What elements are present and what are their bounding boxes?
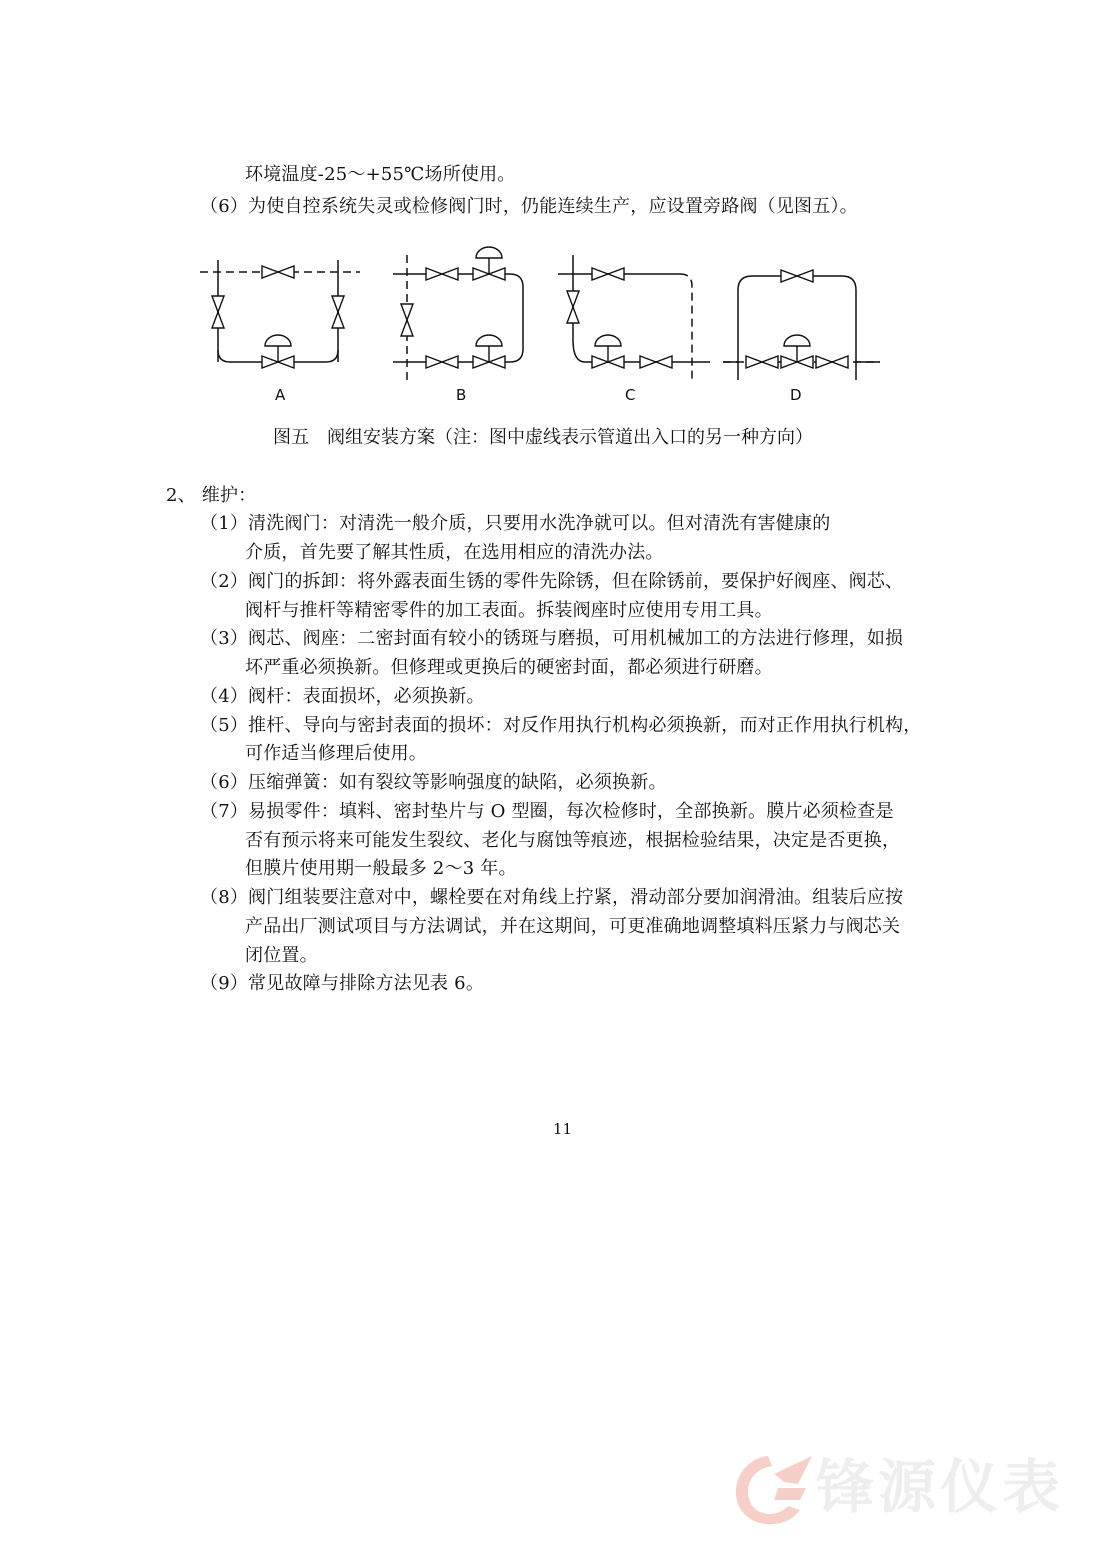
valve-diagram-svg (190, 240, 890, 385)
maint-line: （4）阀杆：表面损坏，必须换新。 (200, 686, 485, 707)
intro-line-2: （6）为使自控系统失灵或检修阀门时，仍能连续生产，应设置旁路阀（见图五）。 (200, 196, 858, 217)
figure-caption: 图五 阀组安装方案（注：图中虚线表示管道出入口的另一种方向） (273, 427, 813, 448)
maint-line: （6）压缩弹簧：如有裂纹等影响强度的缺陷，必须换新。 (200, 772, 667, 793)
diagram-label-b: B (456, 386, 467, 404)
maint-line: （3）阀芯、阀座：二密封面有较小的锈斑与磨损，可用机械加工的方法进行修理，如损 (200, 628, 904, 649)
maint-line: 产品出厂测试项目与方法调试，并在这期间，可更准确地调整填料压紧力与阀芯关 (245, 916, 901, 937)
maint-line: （1）清洗阀门：对清洗一般介质，只要用水洗净就可以。但对清洗有害健康的 (200, 513, 831, 534)
valve-diagram (190, 240, 890, 385)
maint-line: （2）阀门的拆卸：将外露表面生锈的零件先除锈，但在除锈前，要保护好阀座、阀芯、 (200, 571, 904, 592)
maint-line: 介质，首先要了解其性质，在选用相应的清洗办法。 (245, 542, 664, 563)
maint-line: 闭位置。 (245, 945, 318, 966)
maint-line: （7）易损零件：填料、密封垫片与 O 型圈，每次检修时，全部换新。膜片必须检查是 (200, 801, 894, 822)
maint-line: 坏严重必须换新。但修理或更换后的硬密封面，都必须进行研磨。 (245, 657, 773, 678)
watermark-logo-icon (728, 1448, 818, 1530)
diagram-label-c: C (625, 386, 636, 404)
maint-line: 但膜片使用期一般最多 2～3 年。 (245, 858, 517, 879)
maint-line: （8）阀门组装要注意对中，螺栓要在对角线上拧紧，滑动部分要加润滑油。组装后应按 (200, 887, 904, 908)
maint-line: 可作适当修理后使用。 (245, 743, 427, 764)
maint-line: 否有预示将来可能发生裂纹、老化与腐蚀等痕迹，根据检验结果，决定是否更换， (245, 830, 901, 851)
maint-line: 阀杆与推杆等精密零件的加工表面。拆装阀座时应使用专用工具。 (245, 600, 773, 621)
intro-line-1: 环境温度-25～+55℃场所使用。 (245, 164, 516, 185)
watermark-text: 锋源仪表 (816, 1453, 1065, 1521)
section-heading: 2、 维护： (166, 485, 257, 506)
diagram-label-a: A (275, 386, 286, 404)
diagram-label-d: D (790, 386, 802, 404)
maint-line: （5）推杆、导向与密封表面的损坏：对反作用执行机构必须换新，而对正作用执行机构， (200, 715, 922, 736)
page-number: 11 (553, 1120, 573, 1138)
maint-line: （9）常见故障与排除方法见表 6。 (200, 973, 485, 994)
